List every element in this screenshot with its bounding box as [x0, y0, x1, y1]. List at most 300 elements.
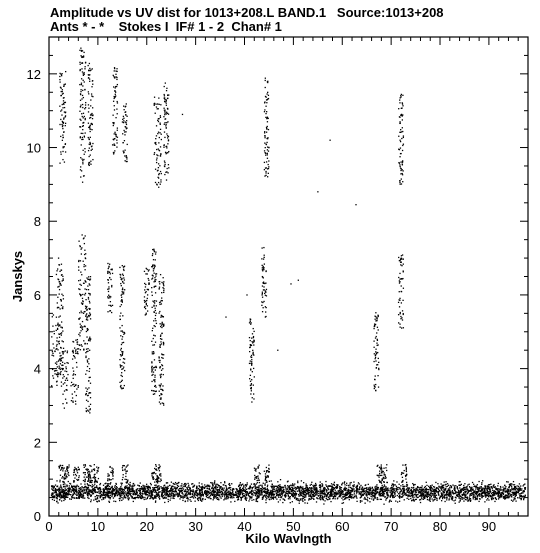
baseline-point — [278, 485, 279, 486]
baseline-point — [80, 495, 81, 496]
baseline-point — [210, 489, 211, 490]
baseline-point — [348, 493, 349, 494]
baseline-point — [457, 496, 458, 497]
baseline-point — [517, 497, 518, 498]
baseline-point — [298, 494, 299, 495]
baseline-point — [94, 484, 95, 485]
cluster-point — [62, 403, 63, 404]
baseline-point — [370, 488, 371, 489]
baseline-point — [504, 498, 505, 499]
baseline-point — [276, 498, 277, 499]
cluster-point — [65, 399, 66, 400]
cluster-point — [62, 107, 63, 108]
baseline-point — [107, 490, 108, 491]
baseline-point — [349, 494, 350, 495]
baseline-point — [155, 469, 156, 470]
baseline-point — [80, 489, 81, 490]
baseline-point — [299, 490, 300, 491]
baseline-point — [379, 471, 380, 472]
baseline-point — [150, 483, 151, 484]
baseline-point — [419, 499, 420, 500]
baseline-point — [132, 488, 133, 489]
baseline-point — [164, 494, 165, 495]
baseline-point — [487, 486, 488, 487]
baseline-point — [312, 490, 313, 491]
baseline-point — [404, 499, 405, 500]
baseline-point — [334, 482, 335, 483]
baseline-point — [515, 489, 516, 490]
baseline-point — [410, 492, 411, 493]
baseline-point — [245, 487, 246, 488]
baseline-point — [232, 492, 233, 493]
baseline-point — [107, 480, 108, 481]
baseline-point — [63, 484, 64, 485]
baseline-point — [113, 501, 114, 502]
baseline-point — [513, 492, 514, 493]
baseline-point — [413, 491, 414, 492]
cluster-point — [60, 363, 61, 364]
baseline-point — [336, 487, 337, 488]
baseline-point — [300, 491, 301, 492]
baseline-point — [361, 491, 362, 492]
baseline-point — [116, 486, 117, 487]
baseline-point — [485, 496, 486, 497]
baseline-point — [356, 497, 357, 498]
baseline-point — [246, 494, 247, 495]
baseline-point — [296, 494, 297, 495]
baseline-point — [97, 497, 98, 498]
baseline-point — [367, 500, 368, 501]
baseline-point — [88, 498, 89, 499]
baseline-point — [371, 492, 372, 493]
baseline-point — [209, 492, 210, 493]
baseline-point — [363, 491, 364, 492]
baseline-point — [455, 491, 456, 492]
baseline-point — [87, 494, 88, 495]
baseline-point — [429, 495, 430, 496]
baseline-point — [314, 488, 315, 489]
cluster-point — [85, 257, 86, 258]
baseline-point — [272, 493, 273, 494]
baseline-point — [137, 488, 138, 489]
baseline-point — [371, 494, 372, 495]
cluster-point — [53, 347, 54, 348]
baseline-point — [220, 492, 221, 493]
cluster-point — [82, 321, 83, 322]
cluster-point — [82, 116, 83, 117]
baseline-point — [469, 484, 470, 485]
cluster-point — [72, 402, 73, 403]
baseline-point — [460, 491, 461, 492]
baseline-point — [396, 486, 397, 487]
baseline-point — [290, 488, 291, 489]
baseline-point — [128, 497, 129, 498]
baseline-point — [226, 494, 227, 495]
baseline-point — [321, 483, 322, 484]
baseline-point — [369, 501, 370, 502]
baseline-point — [266, 480, 267, 481]
baseline-point — [478, 501, 479, 502]
cluster-point — [60, 154, 61, 155]
baseline-point — [307, 487, 308, 488]
baseline-point — [289, 498, 290, 499]
baseline-point — [455, 485, 456, 486]
cluster-point — [63, 137, 64, 138]
baseline-point — [472, 482, 473, 483]
baseline-point — [154, 487, 155, 488]
baseline-point — [263, 483, 264, 484]
baseline-point — [506, 481, 507, 482]
baseline-point — [381, 499, 382, 500]
baseline-point — [465, 492, 466, 493]
baseline-point — [329, 496, 330, 497]
baseline-point — [86, 489, 87, 490]
baseline-point — [272, 497, 273, 498]
cluster-point — [66, 385, 67, 386]
baseline-point — [340, 489, 341, 490]
baseline-point — [182, 490, 183, 491]
baseline-point — [426, 491, 427, 492]
baseline-point — [254, 475, 255, 476]
baseline-point — [381, 472, 382, 473]
baseline-point — [209, 486, 210, 487]
baseline-point — [213, 499, 214, 500]
baseline-point — [168, 499, 169, 500]
baseline-point — [241, 490, 242, 491]
baseline-point — [83, 472, 84, 473]
baseline-point — [277, 481, 278, 482]
cluster-point — [65, 380, 66, 381]
cluster-point — [80, 64, 81, 65]
baseline-point — [106, 485, 107, 486]
baseline-point — [228, 484, 229, 485]
baseline-point — [171, 492, 172, 493]
baseline-point — [455, 497, 456, 498]
baseline-point — [161, 490, 162, 491]
baseline-point — [76, 468, 77, 469]
baseline-point — [125, 468, 126, 469]
baseline-point — [195, 497, 196, 498]
baseline-point — [425, 494, 426, 495]
baseline-point — [430, 486, 431, 487]
baseline-point — [385, 496, 386, 497]
baseline-point — [95, 496, 96, 497]
baseline-point — [363, 488, 364, 489]
cluster-point — [64, 161, 65, 162]
baseline-point — [253, 484, 254, 485]
baseline-point — [468, 490, 469, 491]
baseline-point — [314, 485, 315, 486]
baseline-point — [223, 494, 224, 495]
baseline-point — [305, 495, 306, 496]
baseline-point — [513, 481, 514, 482]
baseline-point — [293, 490, 294, 491]
baseline-point — [513, 488, 514, 489]
baseline-point — [516, 488, 517, 489]
baseline-point — [225, 498, 226, 499]
cluster-point — [59, 352, 60, 353]
cluster-point — [85, 104, 86, 105]
baseline-point — [433, 496, 434, 497]
baseline-point — [66, 476, 67, 477]
baseline-point — [151, 493, 152, 494]
baseline-point — [468, 500, 469, 501]
baseline-point — [446, 491, 447, 492]
baseline-point — [93, 499, 94, 500]
cluster-point — [78, 385, 79, 386]
baseline-point — [147, 491, 148, 492]
baseline-point — [380, 491, 381, 492]
baseline-point — [425, 486, 426, 487]
cluster-point — [81, 274, 82, 275]
baseline-point — [425, 489, 426, 490]
baseline-point — [505, 486, 506, 487]
baseline-point — [352, 488, 353, 489]
baseline-point — [404, 470, 405, 471]
baseline-point — [482, 480, 483, 481]
baseline-point — [60, 475, 61, 476]
baseline-point — [59, 499, 60, 500]
cluster-point — [75, 374, 76, 375]
baseline-point — [473, 494, 474, 495]
baseline-point — [59, 466, 60, 467]
baseline-point — [305, 488, 306, 489]
cluster-point — [59, 76, 60, 77]
baseline-point — [498, 483, 499, 484]
baseline-point — [100, 487, 101, 488]
cluster-point — [61, 365, 62, 366]
cluster-point — [84, 66, 85, 67]
baseline-point — [502, 486, 503, 487]
baseline-point — [401, 472, 402, 473]
baseline-point — [84, 476, 85, 477]
baseline-point — [264, 487, 265, 488]
baseline-point — [356, 501, 357, 502]
baseline-point — [61, 500, 62, 501]
cluster-point — [64, 370, 65, 371]
baseline-point — [230, 501, 231, 502]
baseline-point — [255, 469, 256, 470]
baseline-point — [292, 483, 293, 484]
baseline-point — [320, 499, 321, 500]
cluster-point — [63, 123, 64, 124]
baseline-point — [264, 485, 265, 486]
baseline-point — [180, 495, 181, 496]
baseline-point — [59, 481, 60, 482]
baseline-point — [327, 487, 328, 488]
baseline-point — [457, 494, 458, 495]
baseline-point — [260, 490, 261, 491]
baseline-point — [356, 490, 357, 491]
baseline-point — [265, 497, 266, 498]
cluster-point — [59, 289, 60, 290]
cluster-point — [84, 264, 85, 265]
baseline-point — [383, 468, 384, 469]
baseline-point — [335, 493, 336, 494]
baseline-point — [357, 491, 358, 492]
cluster-point — [79, 335, 80, 336]
cluster-point — [81, 344, 82, 345]
baseline-point — [127, 491, 128, 492]
baseline-point — [98, 467, 99, 468]
baseline-point — [97, 495, 98, 496]
baseline-point — [402, 477, 403, 478]
baseline-point — [416, 496, 417, 497]
baseline-point — [442, 486, 443, 487]
baseline-point — [450, 485, 451, 486]
baseline-point — [508, 494, 509, 495]
baseline-point — [249, 498, 250, 499]
baseline-point — [249, 487, 250, 488]
baseline-point — [225, 485, 226, 486]
baseline-point — [158, 464, 159, 465]
baseline-point — [475, 496, 476, 497]
baseline-point — [118, 488, 119, 489]
baseline-point — [480, 490, 481, 491]
baseline-point — [386, 482, 387, 483]
baseline-point — [479, 496, 480, 497]
baseline-point — [452, 496, 453, 497]
chart-subtitle: Ants * - * Stokes I IF# 1 - 2 Chan# 1 — [50, 19, 282, 34]
baseline-point — [374, 493, 375, 494]
cluster-point — [84, 326, 85, 327]
baseline-point — [280, 496, 281, 497]
baseline-point — [147, 488, 148, 489]
baseline-point — [503, 488, 504, 489]
baseline-point — [397, 491, 398, 492]
baseline-point — [435, 497, 436, 498]
baseline-point — [180, 497, 181, 498]
baseline-point — [208, 492, 209, 493]
baseline-point — [464, 487, 465, 488]
baseline-point — [138, 495, 139, 496]
baseline-point — [290, 502, 291, 503]
baseline-point — [123, 491, 124, 492]
baseline-point — [148, 495, 149, 496]
baseline-point — [246, 485, 247, 486]
baseline-point — [169, 494, 170, 495]
cluster-point — [52, 316, 53, 317]
baseline-point — [78, 488, 79, 489]
baseline-point — [154, 468, 155, 469]
baseline-point — [179, 494, 180, 495]
baseline-point — [405, 478, 406, 479]
baseline-point — [464, 494, 465, 495]
baseline-point — [76, 492, 77, 493]
baseline-point — [140, 482, 141, 483]
baseline-point — [128, 499, 129, 500]
baseline-point — [72, 486, 73, 487]
baseline-point — [495, 492, 496, 493]
baseline-point — [84, 484, 85, 485]
baseline-point — [74, 492, 75, 493]
cluster-point — [63, 131, 64, 132]
baseline-point — [68, 475, 69, 476]
baseline-point — [58, 495, 59, 496]
baseline-point — [176, 483, 177, 484]
cluster-point — [56, 364, 57, 365]
baseline-point — [449, 488, 450, 489]
baseline-point — [215, 488, 216, 489]
baseline-point — [383, 472, 384, 473]
baseline-point — [380, 488, 381, 489]
baseline-point — [485, 494, 486, 495]
baseline-point — [116, 484, 117, 485]
baseline-point — [53, 497, 54, 498]
baseline-point — [302, 491, 303, 492]
baseline-point — [170, 499, 171, 500]
baseline-point — [387, 489, 388, 490]
baseline-point — [75, 474, 76, 475]
baseline-point — [95, 481, 96, 482]
baseline-point — [461, 496, 462, 497]
baseline-point — [303, 495, 304, 496]
cluster-point — [82, 304, 83, 305]
baseline-point — [301, 498, 302, 499]
cluster-point — [56, 330, 57, 331]
baseline-point — [140, 494, 141, 495]
baseline-point — [246, 484, 247, 485]
baseline-point — [465, 499, 466, 500]
baseline-point — [106, 492, 107, 493]
baseline-point — [171, 488, 172, 489]
baseline-point — [354, 484, 355, 485]
baseline-point — [402, 495, 403, 496]
cluster-point — [83, 237, 84, 238]
baseline-point — [330, 501, 331, 502]
baseline-point — [367, 497, 368, 498]
baseline-point — [74, 477, 75, 478]
baseline-point — [502, 493, 503, 494]
baseline-point — [285, 487, 286, 488]
baseline-point — [523, 484, 524, 485]
cluster-point — [80, 157, 81, 158]
baseline-point — [91, 494, 92, 495]
baseline-point — [77, 472, 78, 473]
baseline-point — [442, 493, 443, 494]
baseline-point — [266, 471, 267, 472]
baseline-point — [368, 484, 369, 485]
baseline-point — [158, 468, 159, 469]
cluster-point — [61, 299, 62, 300]
cluster-point — [71, 400, 72, 401]
baseline-point — [415, 490, 416, 491]
cluster-point — [66, 402, 67, 403]
baseline-point — [62, 481, 63, 482]
cluster-point — [61, 75, 62, 76]
baseline-point — [342, 499, 343, 500]
baseline-point — [60, 497, 61, 498]
cluster-point — [65, 83, 66, 84]
baseline-point — [335, 490, 336, 491]
baseline-point — [438, 494, 439, 495]
baseline-point — [443, 488, 444, 489]
baseline-point — [68, 466, 69, 467]
baseline-point — [382, 492, 383, 493]
baseline-point — [514, 484, 515, 485]
baseline-point — [381, 480, 382, 481]
baseline-point — [335, 498, 336, 499]
baseline-point — [479, 494, 480, 495]
baseline-point — [308, 492, 309, 493]
baseline-point — [285, 496, 286, 497]
baseline-point — [316, 493, 317, 494]
baseline-point — [258, 466, 259, 467]
baseline-point — [373, 498, 374, 499]
baseline-point — [110, 497, 111, 498]
baseline-point — [470, 498, 471, 499]
baseline-point — [135, 498, 136, 499]
